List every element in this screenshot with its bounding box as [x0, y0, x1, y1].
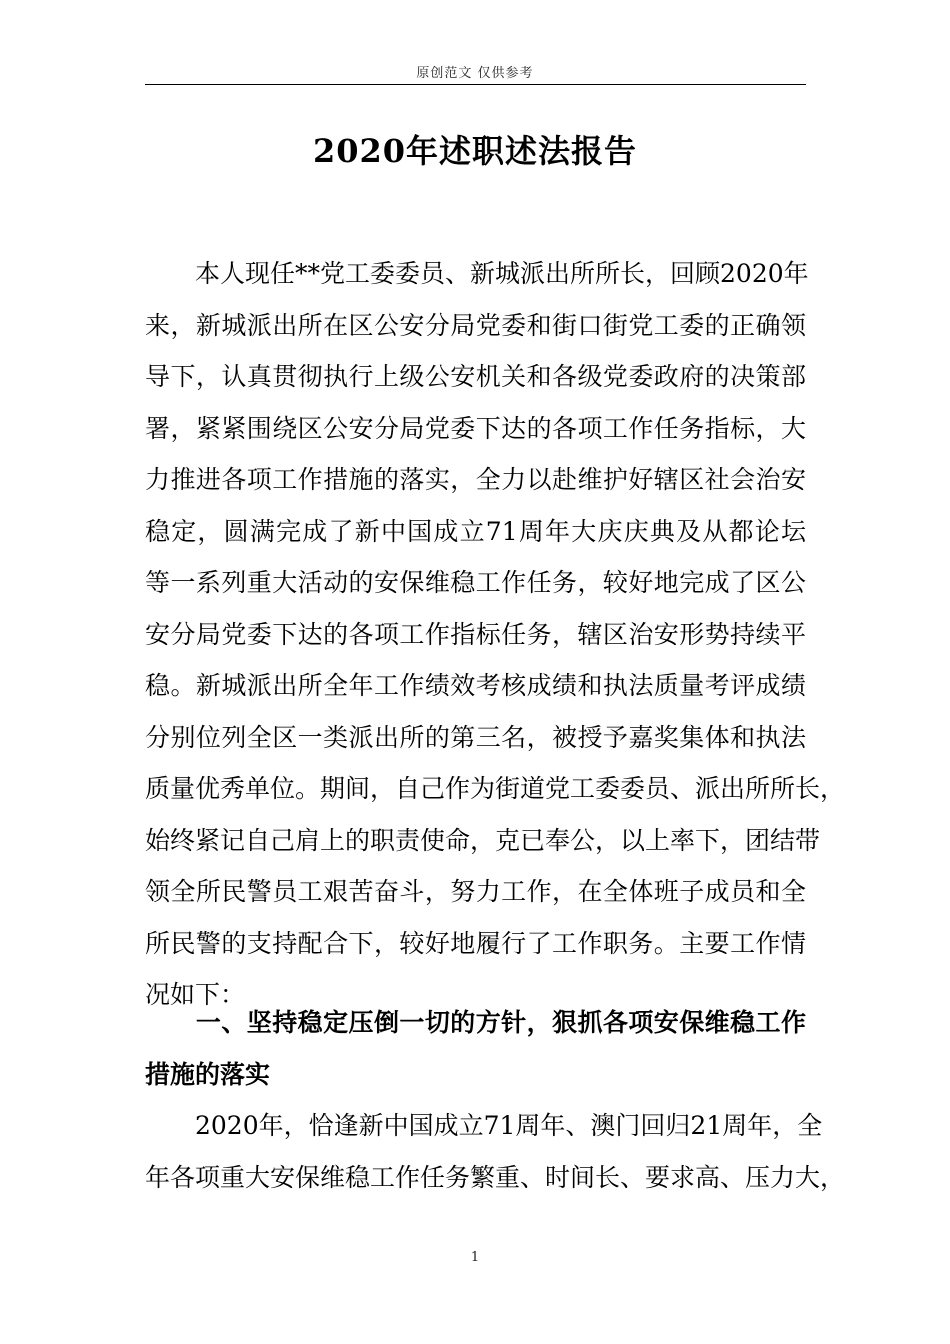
paragraph-line: 稳。新城派出所全年工作绩效考核成绩和执法质量考评成绩 [145, 671, 806, 700]
document-title: 2020年述职述法报告 [312, 132, 638, 170]
page-number: 1 [470, 1250, 480, 1265]
section-heading-line: 一、坚持稳定压倒一切的方针，狠抓各项安保维稳工作 [145, 1008, 806, 1037]
paragraph-line: 等一系列重大活动的安保维稳工作任务，较好地完成了区公 [145, 568, 806, 597]
section-heading-line: 措施的落实 [145, 1059, 271, 1089]
paragraph-line: 所民警的支持配合下，较好地履行了工作职务。主要工作情 [145, 928, 806, 958]
paragraph-line: 分别位列全区一类派出所的第三名，被授予嘉奖集体和执法 [145, 722, 806, 752]
body-paragraph-intro [145, 248, 846, 1021]
section-heading-1 [145, 997, 806, 1100]
paragraph-line: 况如下： [145, 980, 246, 1009]
paragraph-line: 署，紧紧围绕区公安分局党委下达的各项工作任务指标，大 [145, 413, 806, 443]
paragraph-line: 来，新城派出所在区公安分局党委和街口街党工委的正确领 [145, 310, 806, 340]
paragraph-line: 导下，认真贯彻执行上级公安机关和各级党委政府的决策部 [145, 362, 806, 391]
paragraph-line: 质量优秀单位。期间，自己作为街道党工委委员、派出所所长， [145, 774, 846, 803]
paragraph-line: 本人现任**党工委委员、新城派出所所长，回顾2020年 [145, 259, 809, 288]
paragraph-line: 领全所民警员工艰苦奋斗，努力工作，在全体班子成员和全 [145, 877, 806, 906]
body-paragraph-section-1 [145, 1100, 846, 1203]
page-header: 原创范文 仅供参考 [416, 66, 534, 81]
paragraph-line: 安分局党委下达的各项工作指标任务，辖区治安形势持续平 [145, 619, 806, 649]
paragraph-line: 力推进各项工作措施的落实，全力以赴维护好辖区社会治安 [145, 465, 806, 494]
paragraph-line: 始终紧记自己肩上的职责使命，克已奉公，以上率下，团结带 [145, 825, 821, 855]
header-divider [145, 84, 806, 85]
paragraph-line: 年各项重大安保维稳工作任务繁重、时间长、要求高、压力大， [145, 1162, 846, 1192]
paragraph-line: 稳定，圆满完成了新中国成立71周年大庆庆典及从都论坛 [145, 516, 806, 546]
paragraph-line: 2020年，恰逢新中国成立71周年、澳门回归21周年，全 [145, 1111, 823, 1140]
